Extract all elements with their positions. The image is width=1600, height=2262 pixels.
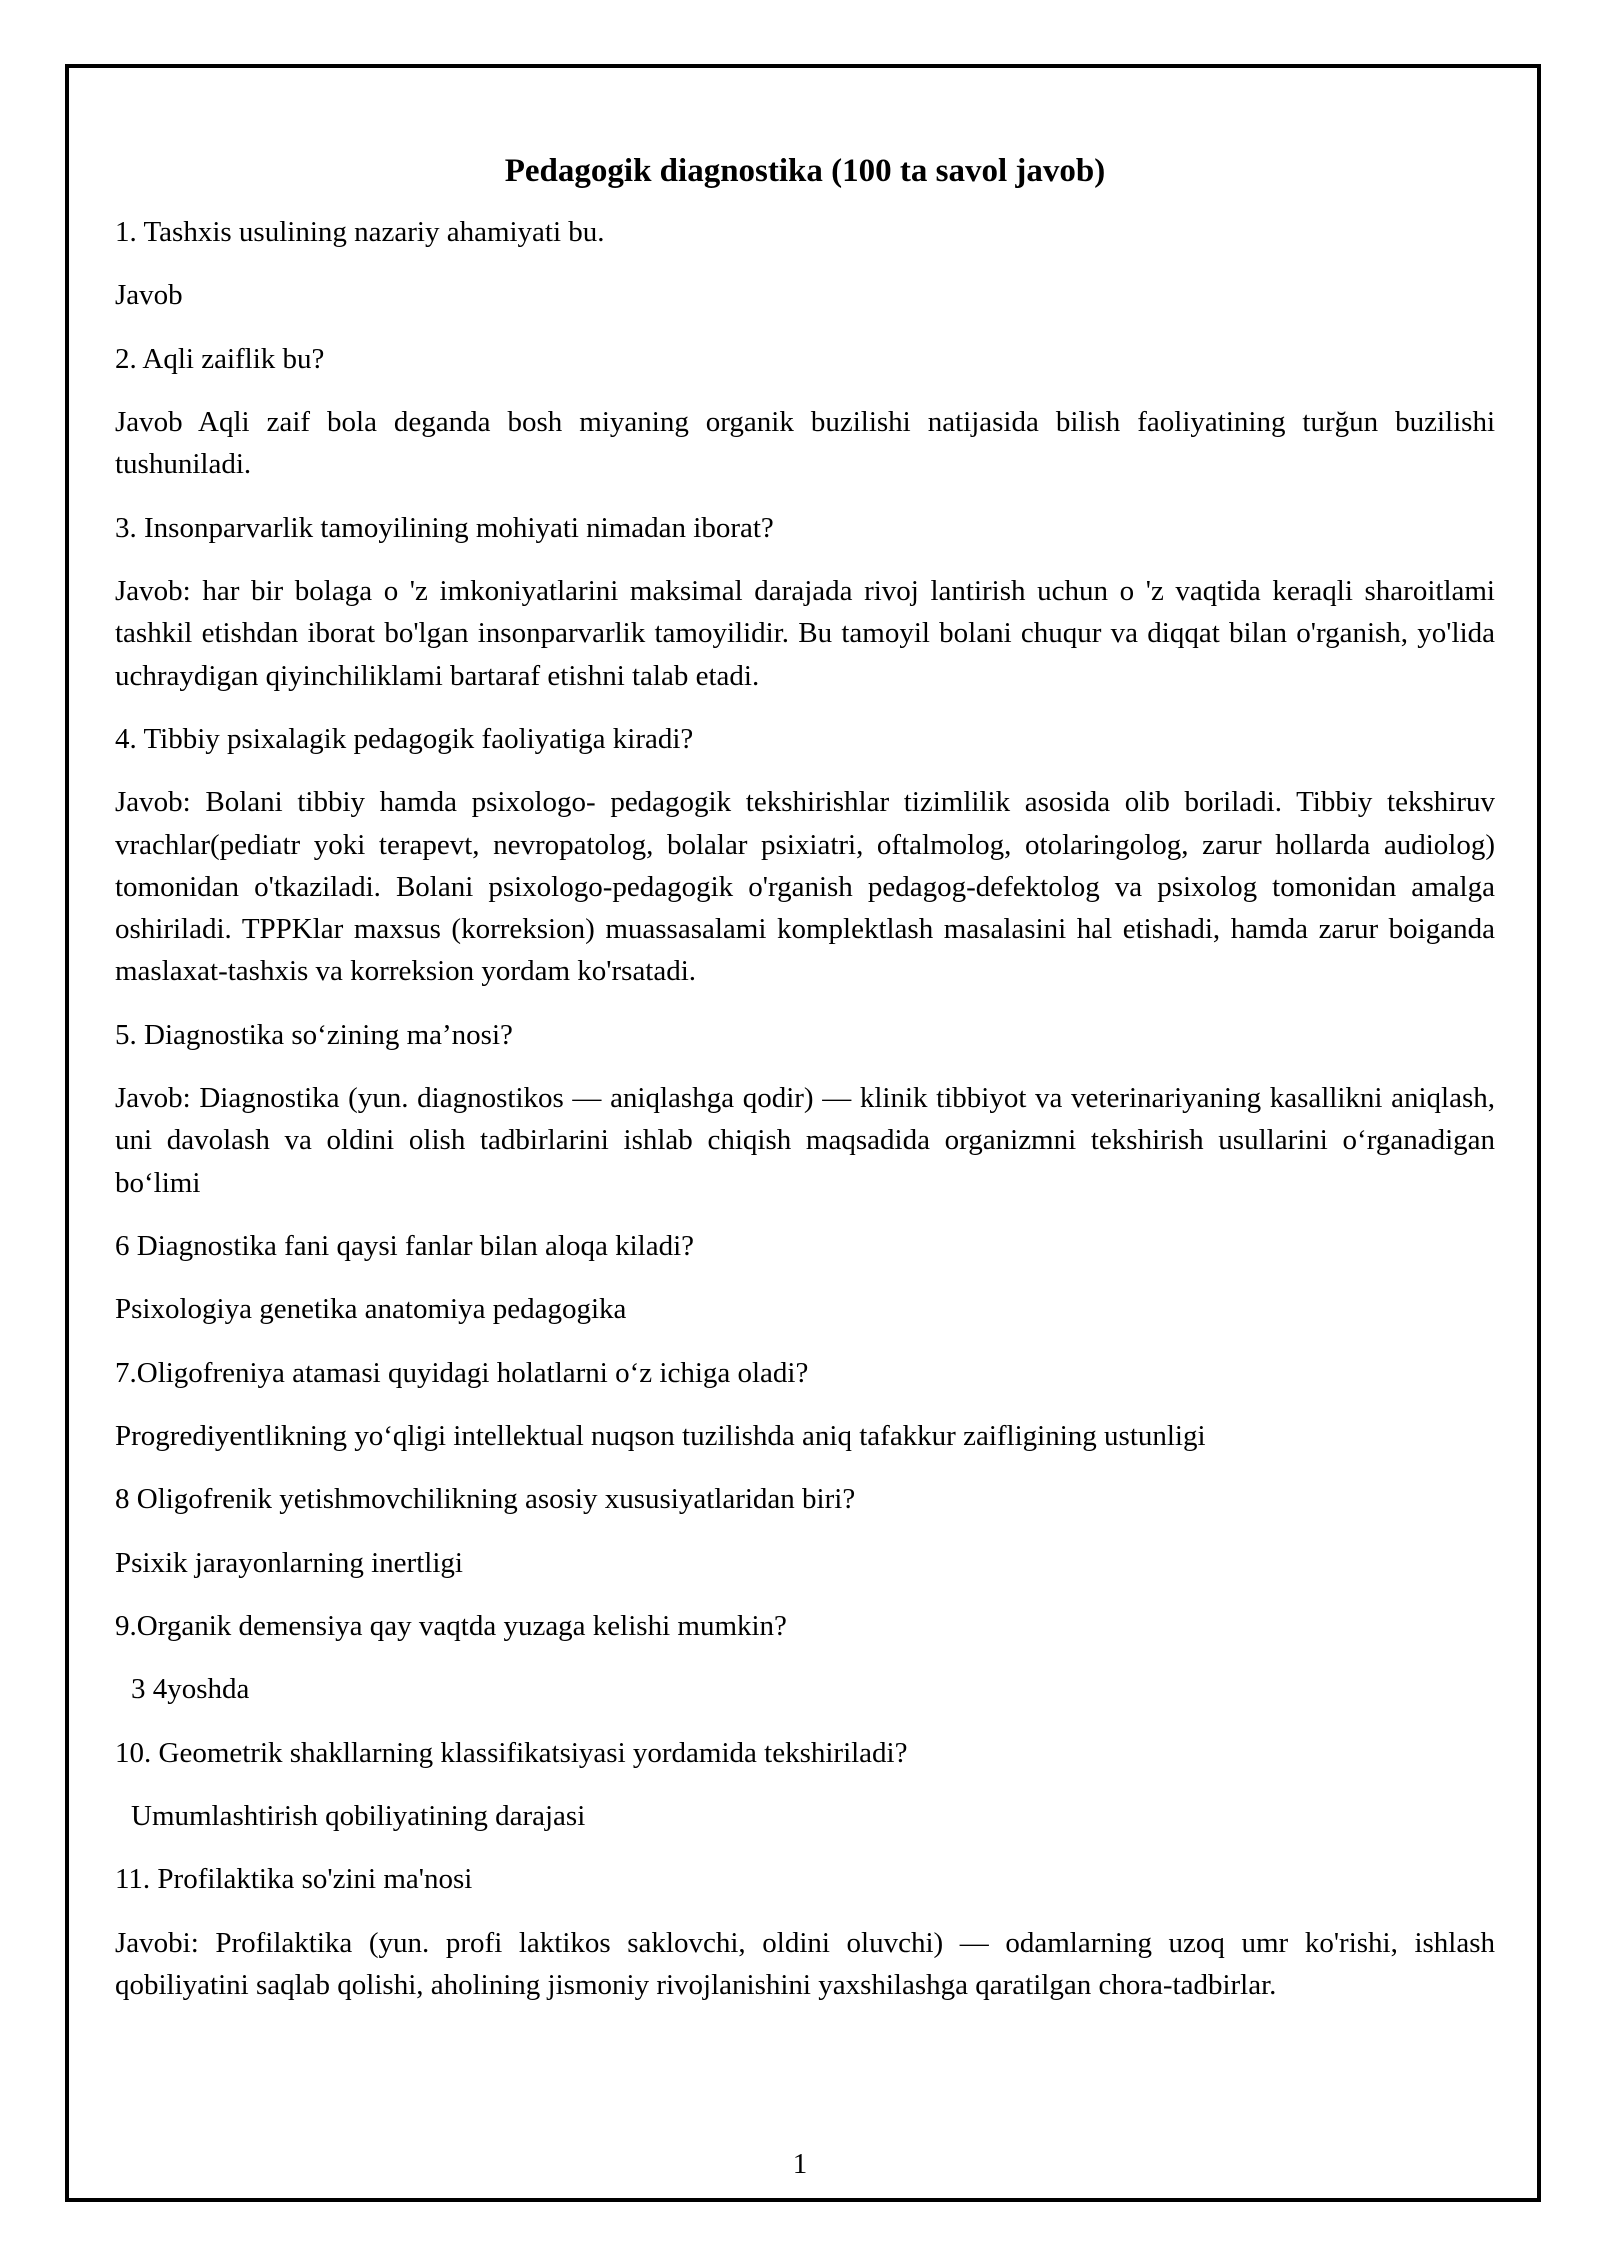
question-4: 4. Tibbiy psixalagik pedagogik faoliyatiga kiradi? xyxy=(115,722,694,755)
question-7: 7.Oligofreniya atamasi quyidagi holatlarni o‘z ichiga oladi? xyxy=(115,1356,809,1389)
answer-3: Javob: har bir bolaga o 'z imkoniyatlarini maksimal darajada rivoj lantirish uchun o 'z vaqtida keraqli sharoitlami tashkil etishdan iborat bo'lgan insonparvarlik tamoyilidir. Bu tamoyil bolani chuqur va diqqat bilan o'rganish, yo'lida uchraydigan qiyinchiliklami bartaraf etishni talab etadi. xyxy=(115,574,1495,692)
answer-4: Javob: Bolani tibbiy hamda psixologo- pedagogik tekshirishlar tizimlilik asosida olib boriladi. Tibbiy tekshiruv vrachlar(pediatr yoki terapevt, nevropatolog, bolalar psixiatri, oftalmolog, otolaringolog, zarur hollarda audiolog) tomonidan o'tkaziladi. Bolani psixologo-pedagogik o'rganish pedagog-defektolog va psixolog tomonidan amalga oshiriladi. TPPKlar maxsus (korreksion) muassasalami komplektlash masalasini hal etishadi, hamda zarur boiganda maslaxat-tashxis va korreksion yordam ko'rsatadi. xyxy=(115,786,1495,988)
question-11: 11. Profilaktika so'zini ma'nosi xyxy=(115,1863,473,1896)
page-number: 1 xyxy=(792,2148,808,2180)
document-title: Pedagogik diagnostika (100 ta savol javob) xyxy=(504,153,1106,189)
answer-9: 3 4yoshda xyxy=(131,1673,250,1706)
answer-8: Psixik jarayonlarning inertligi xyxy=(115,1546,463,1579)
question-3: 3. Insonparvarlik tamoyilining mohiyati nimadan iborat? xyxy=(115,511,774,544)
question-9: 9.Organik demensiya qay vaqtda yuzaga kelishi mumkin? xyxy=(115,1610,787,1643)
answer-2: Javob Aqli zaif bola deganda bosh miyaning organik buzilishi natijasida bilish faoliyatining turğun buzilishi tushuniladi. xyxy=(115,405,1495,481)
question-5: 5. Diagnostika so‘zining ma’nosi? xyxy=(115,1018,513,1051)
question-1: 1. Tashxis usulining nazariy ahamiyati bu. xyxy=(115,215,605,248)
question-6: 6 Diagnostika fani qaysi fanlar bilan aloqa kiladi? xyxy=(115,1230,695,1263)
question-8: 8 Oligofrenik yetishmovchilikning asosiy xususiyatlaridan biri? xyxy=(115,1483,856,1516)
document-body xyxy=(115,150,1495,2027)
answer-1: Javob xyxy=(115,279,183,312)
answer-11: Javobi: Profilaktika (yun. profi laktikos saklovchi, oldini oluvchi) — odamlarning uzoq umr ko'rishi, ishlash qobiliyatini saqlab qolishi, aholining jismoniy rivojlanishini yaxshilashga qaratilgan chora-tadbirlar. xyxy=(115,1926,1495,2002)
answer-6: Psixologiya genetika anatomiya pedagogika xyxy=(115,1293,627,1326)
answer-10: Umumlashtirish qobiliyatining darajasi xyxy=(131,1800,586,1833)
question-10: 10. Geometrik shakllarning klassifikatsiyasi yordamida tekshiriladi? xyxy=(115,1736,908,1769)
answer-5: Javob: Diagnostika (yun. diagnostikos — aniqlashga qodir) — klinik tibbiyot va veterinariyaning kasallikni aniqlash, uni davolash va oldini olish tadbirlarini ishlab chiqish maqsadida organizmni tekshirish usullarini o‘rganadigan bo‘limi xyxy=(115,1082,1495,1199)
question-2: 2. Aqli zaiflik bu? xyxy=(115,342,325,375)
answer-7: Progrediyentlikning yo‘qligi intellektual nuqson tuzilishda aniq tafakkur zaifligining ustunligi xyxy=(115,1420,1206,1453)
